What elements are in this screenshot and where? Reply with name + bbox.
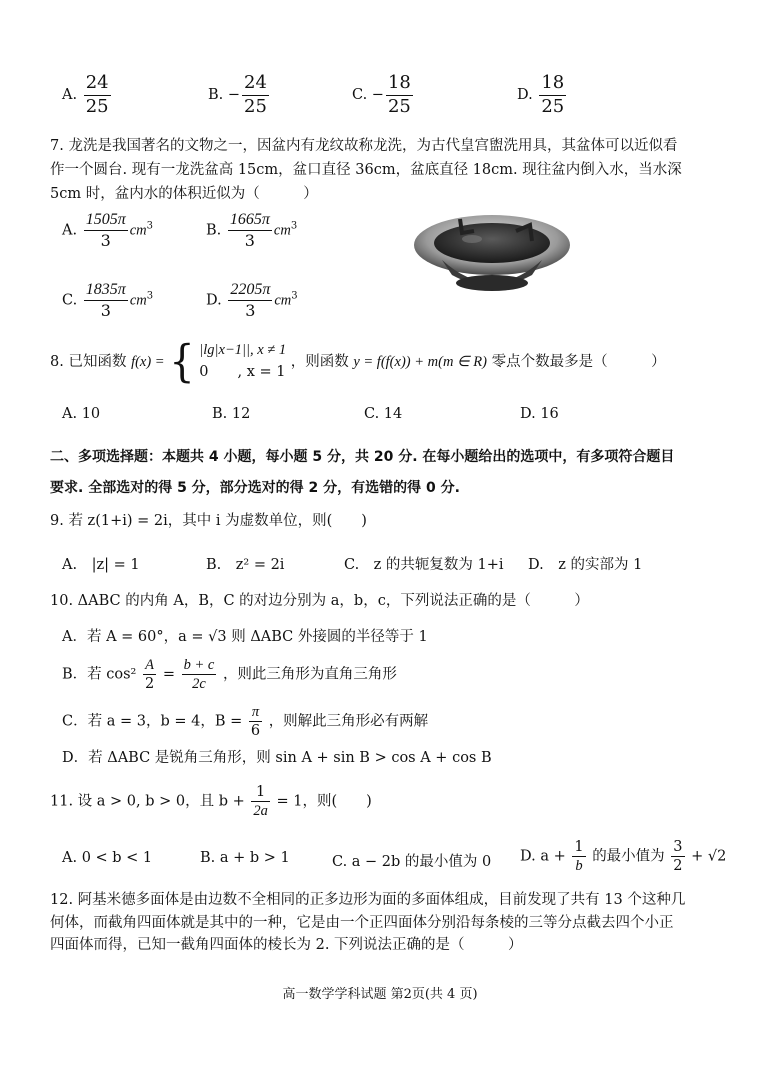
q6-option-b: B. − $\frac{24}{25}$ — [208, 72, 267, 117]
q10-option-b: B．若 cos² $\frac{A}{2}$ = $\frac{b + c}{2c}$ ，则此三角形为直角三角形 — [62, 657, 397, 693]
q9-option-d: D. z 的实部为 1 — [528, 557, 643, 573]
q10-option-c: C．若 a = 3，b = 4，B = $\frac{\pi}{6}$ ，则解此三角形必有两解 — [62, 704, 429, 740]
q7-stem-line1: 7. 龙洗是我国著名的文物之一，因盆内有龙纹故称龙洗，为古代皇宫盥洗用具，其盆体可以近似看 — [50, 138, 678, 154]
section2-heading-line2: 要求. 全部选对的得 5 分，部分选对的得 2 分，有选错的得 0 分. — [50, 480, 460, 496]
q6-option-a: A. $\frac{24}{25}$ — [62, 72, 109, 117]
q12-stem-line2: 何体，而截角四面体就是其中的一种，它是由一个正四面体分别沿每条棱的三等分点截去四个小正 — [50, 915, 674, 931]
q7-option-a: A. $\frac{1505\pi}{3}$ $cm^3$ — [62, 211, 154, 250]
q7-option-c: C. $\frac{1835\pi}{3}$ $cm^3$ — [62, 281, 154, 320]
q7-stem-line3: 5cm 时，盆内水的体积近似为（ ） — [50, 186, 318, 202]
q8-option-d: D. 16 — [520, 406, 559, 422]
q12-stem-line1: 12. 阿基米德多面体是由边数不全相同的正多边形为面的多面体组成，目前发现了共有 13 个这种几 — [50, 892, 686, 908]
q11-stem: 11. 设 a > 0, b > 0，且 b + $\frac{1}{2a}$ = 1，则( ) — [50, 784, 372, 820]
q6-option-c: C. − $\frac{18}{25}$ — [352, 72, 411, 117]
page-footer: 高一数学学科试题 第2页(共 4 页) — [282, 987, 478, 1002]
q6-option-d: D. $\frac{18}{25}$ — [517, 72, 565, 117]
q9-stem: 9. 若 z(1+i) = 2i，其中 i 为虚数单位，则( ) — [50, 513, 367, 529]
q9-option-c: C. z 的共轭复数为 1+i — [344, 557, 504, 573]
q10-option-a: A．若 A = 60°，a = √3 则 ΔABC 外接圆的半径等于 1 — [62, 629, 428, 645]
brace-icon: { — [169, 336, 195, 388]
q11-option-a: A. 0 < b < 1 — [62, 850, 153, 866]
q7-stem-line2: 作一个圆台. 现有一龙洗盆高 15cm，盆口直径 36cm，盆底直径 18cm. 现往盆内倒入水，当水深 — [50, 162, 682, 178]
q11-option-d: D. a + $\frac{1}{b}$ 的最小值为 $\frac{3}{2}$ + √2 — [520, 839, 727, 875]
q8-option-b: B. 12 — [212, 406, 251, 422]
q11-option-b: B. a + b > 1 — [200, 850, 290, 866]
q8-option-c: C. 14 — [364, 406, 403, 422]
q10-stem: 10. ΔABC 的内角 A，B，C 的对边分别为 a，b，c，下列说法正确的是（ ） — [50, 593, 589, 609]
q7-option-d: D. $\frac{2205\pi}{3}$ $cm^3$ — [206, 281, 298, 320]
q7-option-b: B. $\frac{1665\pi}{3}$ $cm^3$ — [206, 211, 298, 250]
section2-heading-line1: 二、多项选择题：本题共 4 小题，每小题 5 分，共 20 分. 在每小题给出的选项中，有多项符合题目 — [50, 449, 675, 465]
q9-option-b: B. z² = 2i — [206, 557, 285, 573]
q10-option-d: D．若 ΔABC 是锐角三角形，则 sin A + sin B > cos A + cos B — [62, 750, 492, 766]
q12-stem-line3: 四面体而得，已知一截角四面体的棱长为 2. 下列说法正确的是（ ） — [50, 937, 523, 953]
q8-stem: 8. 已知函数 f(x) = { |lg|x−1||, x ≠ 1 0 , x = 1 ，则函数 y = f(f(x)) + m(m ∈ R) 零点个数最多是（ ） — [50, 336, 666, 388]
q9-option-a: A. |z| = 1 — [62, 557, 140, 573]
dragon-basin-image — [412, 205, 572, 295]
q8-option-a: A. 10 — [62, 406, 101, 422]
q11-option-c: C. a − 2b 的最小值为 0 — [332, 854, 492, 870]
